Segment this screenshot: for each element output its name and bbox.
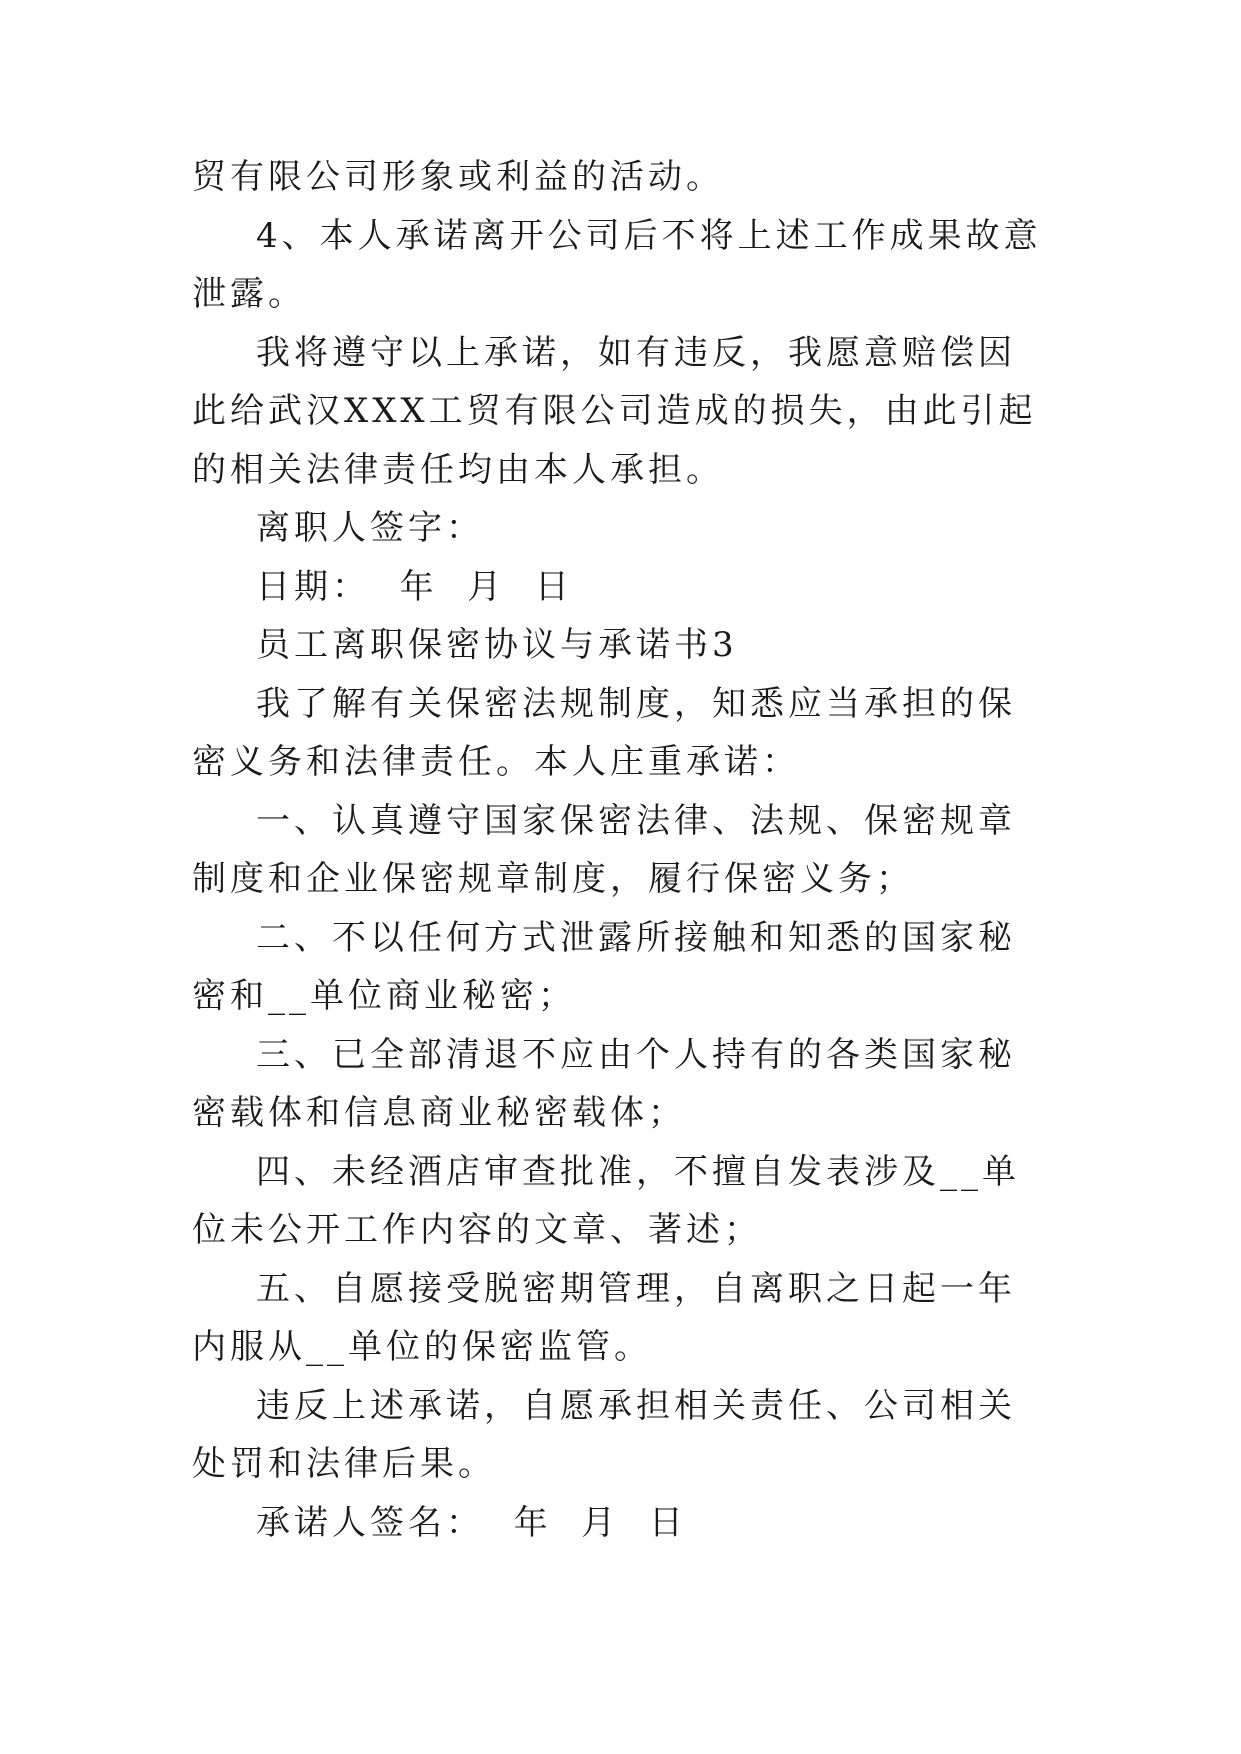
signature-line: 离职人签字： (256, 508, 484, 548)
date-line: 日期： 年 月 日 (256, 566, 573, 607)
paragraph: 违反上述承诺，自愿承担相关责任、公司相关处罚和法律后果。 (192, 1385, 1016, 1484)
section-title: 员工离职保密协议与承诺书3 (256, 625, 738, 665)
paragraph: 4、本人承诺离开公司后不将上述工作成果故意泄露。 (192, 215, 1042, 314)
list-item: 一、认真遵守国家保密法律、法规、保密规章制度和企业保密规章制度，履行保密义务； (192, 800, 1016, 899)
signature-line: 承诺人签名： 年 月 日 (256, 1502, 687, 1543)
list-item: 二、不以任何方式泄露所接触和知悉的国家秘密和__单位商业秘密； (192, 917, 1016, 1016)
list-item: 三、已全部清退不应由个人持有的各类国家秘密载体和信息商业秘密载体； (192, 1034, 1016, 1133)
list-item: 五、自愿接受脱密期管理，自离职之日起一年内服从__单位的保密监管。 (192, 1268, 1016, 1367)
paragraph: 我了解有关保密法规制度，知悉应当承担的保密义务和法律责任。本人庄重承诺： (192, 683, 1016, 782)
paragraph: 贸有限公司形象或利益的活动。 (192, 157, 724, 197)
paragraph: 我将遵守以上承诺，如有违反，我愿意赔偿因此给武汉XXX工贸有限公司造成的损失，由此引起的相关法律责任均由本人承担。 (192, 332, 1037, 490)
document-body (192, 148, 1052, 1552)
list-item: 四、未经酒店审查批准，不擅自发表涉及__单位未公开工作内容的文章、著述； (192, 1151, 1020, 1250)
